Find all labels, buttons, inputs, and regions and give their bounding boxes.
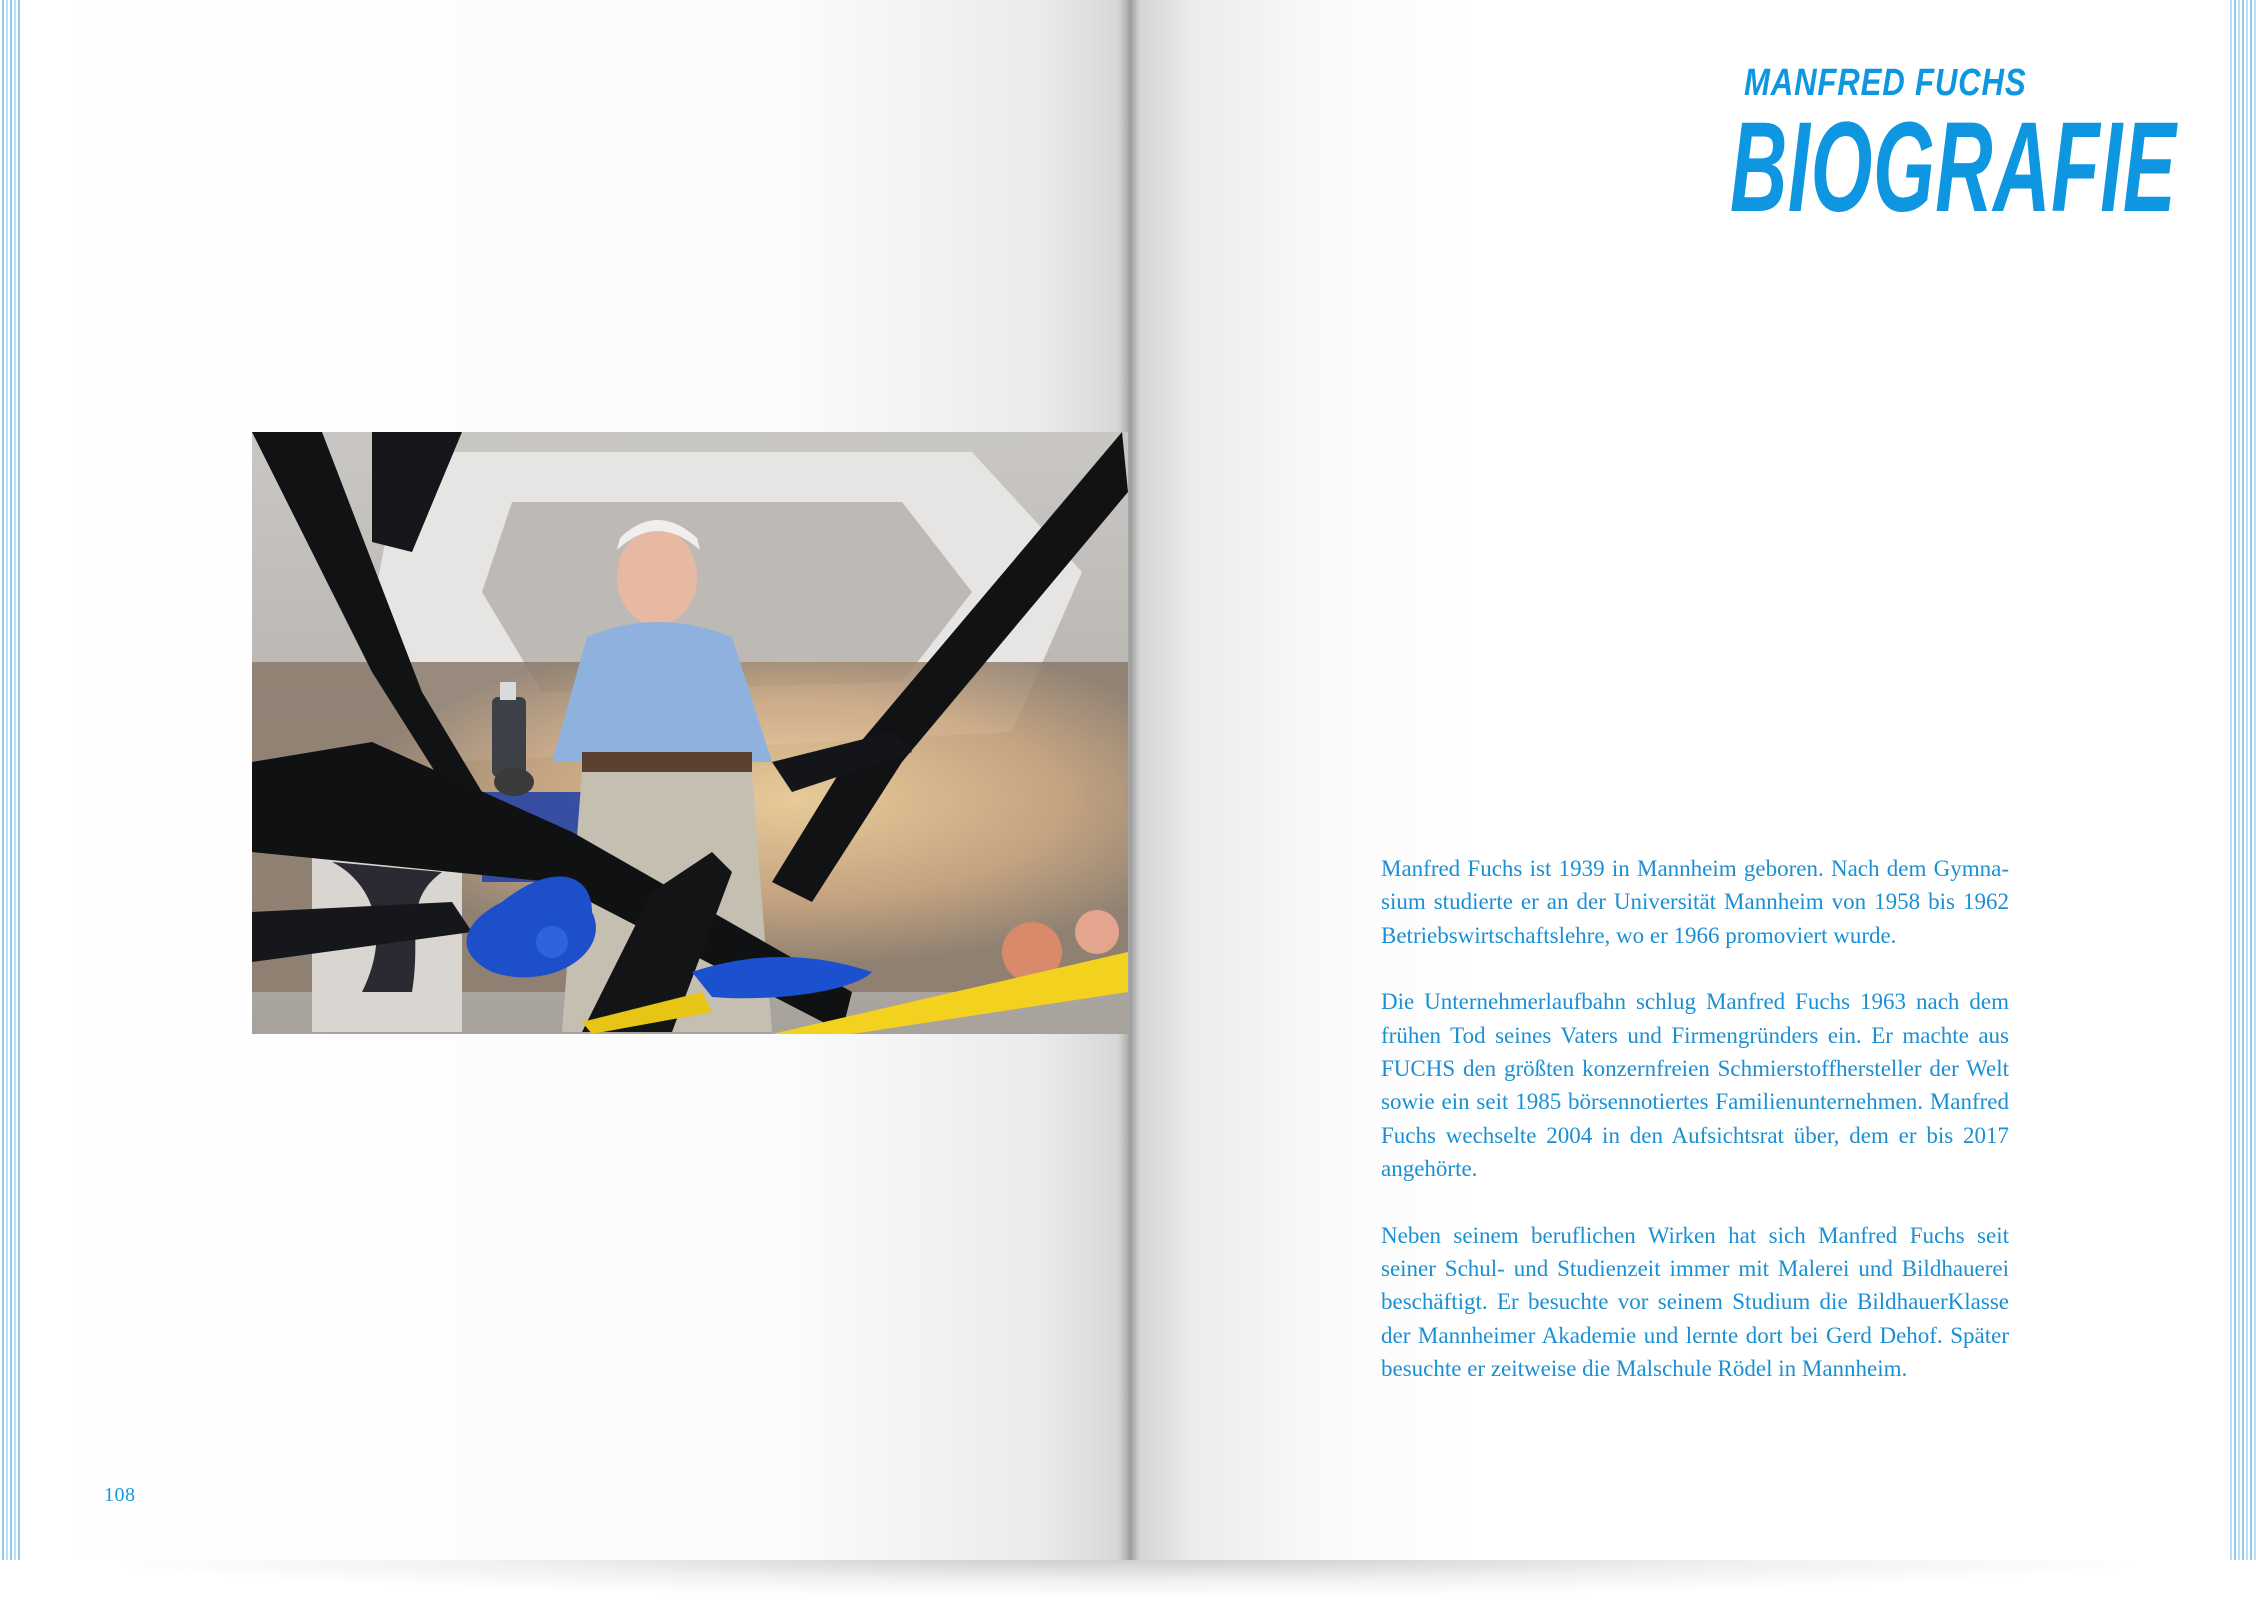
book-shadow [120,1555,2130,1595]
biography-text [1381,852,2009,1419]
section-kicker: MANFRED FUCHS [1744,62,2027,104]
right-page-edges [2230,0,2256,1560]
left-page-edges [0,0,22,1560]
artist-photo [252,432,1128,1034]
page-number: 108 [104,1484,136,1506]
biography-paragraph-2: Die Unternehmerlaufbahn schlug Manfred Fuchs 1963 nach dem frühen Tod seines Vaters und Firmengründers ein. Er machte aus FUCHS den größten konzernfreien Schmierstoffhersteller der Welt sowie ein seit 1985 börsennotiertes Familienunternehmen. Manfred Fuchs wechselte 2004 in den Aufsichtsrat über, dem er bis 2017 angehörte. [1381,989,2009,1182]
biography-paragraph-3: Neben seinem beruflichen Wirken hat sich Manfred Fuchs seit seiner Schul- und Studienzeit immer mit Malerei und Bildhauerei beschäftigt. Er besuchte vor seinem Studium die BildhauerKlasse der Mannheimer Akademie und lernte dort bei Gerd Dehof. Später besuchte er zeitweise die Malschule Rödel in Mannheim. [1381,1222,2009,1382]
page-headline: BIOGRAFIE [1730,96,2177,239]
biography-paragraph-1: Manfred Fuchs ist 1939 in Mannheim geboren. Nach dem Gymnasium studierte er an der Universität Mannheim von 1958 bis 1962 Betriebswirtschaftslehre, wo er 1966 promoviert wurde. [1381,856,2009,948]
